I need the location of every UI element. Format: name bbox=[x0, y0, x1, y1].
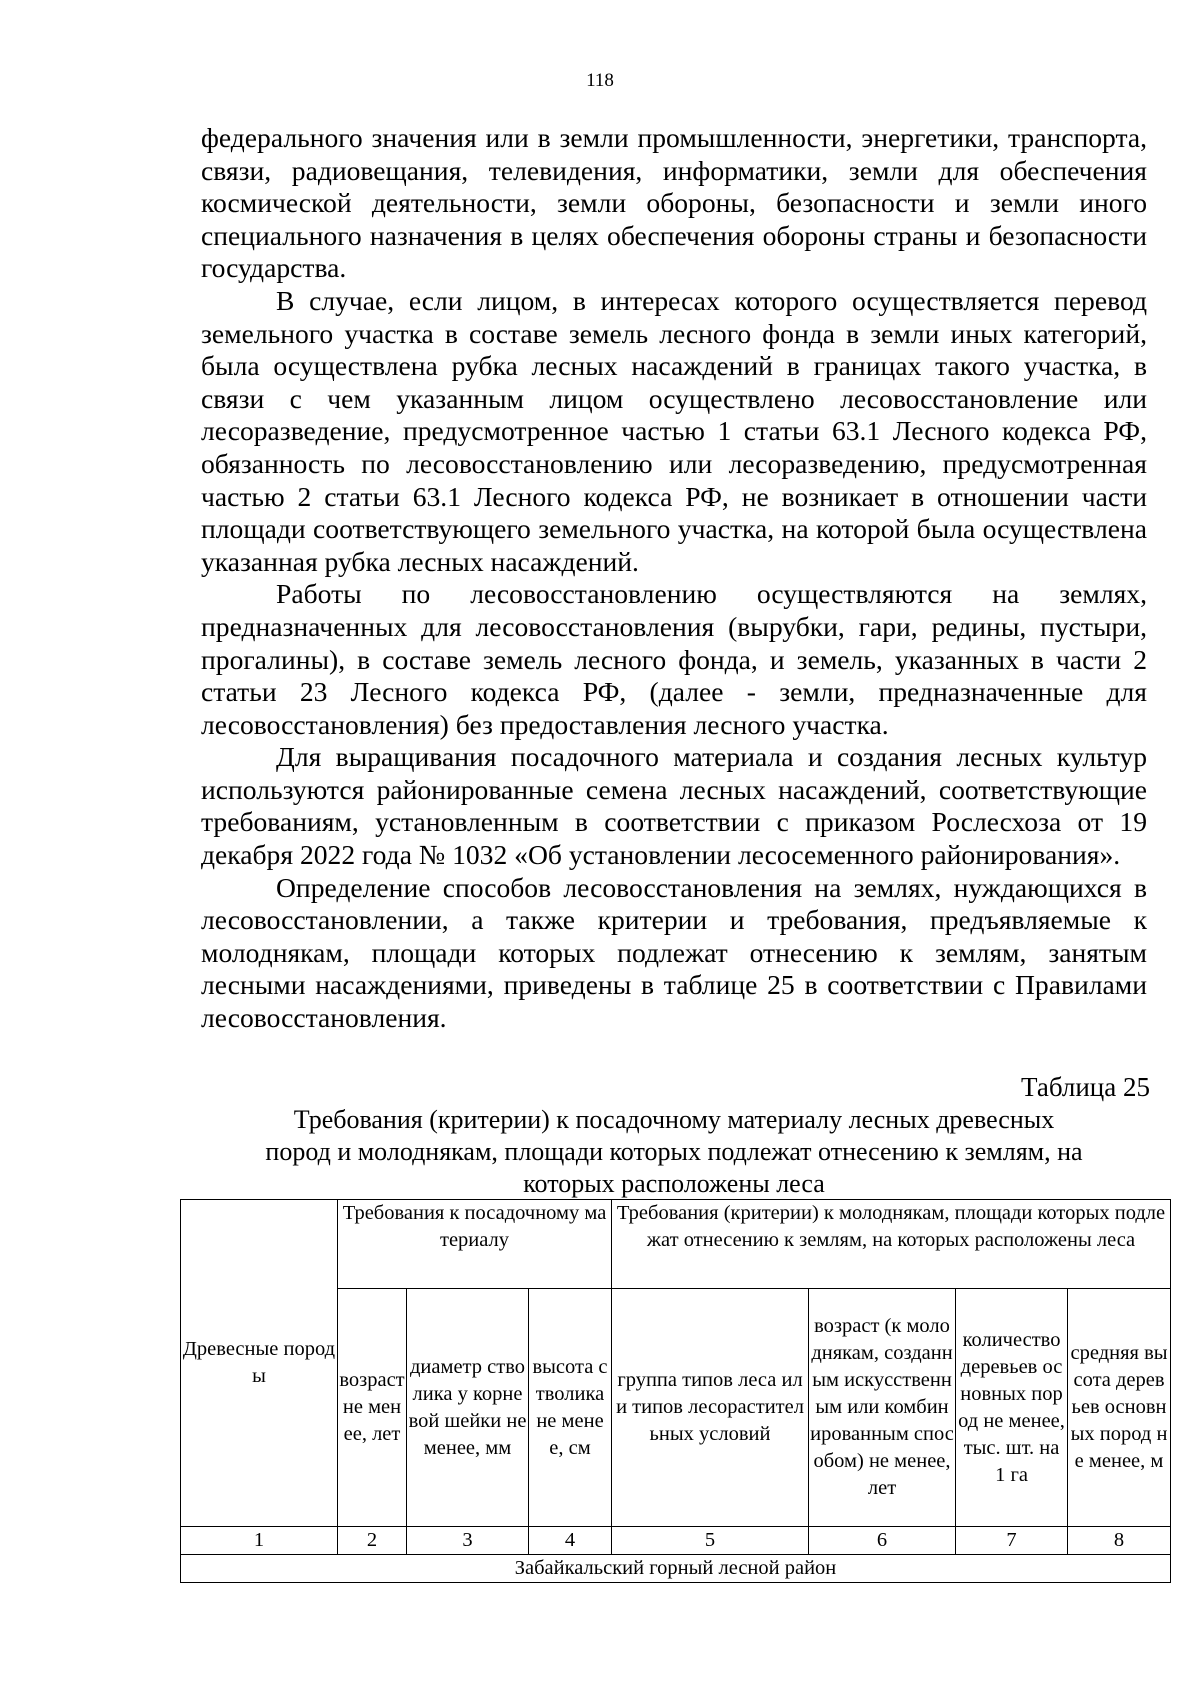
paragraph-seed-zoning: Для выращивания посадочного материала и создания лесных культур используются районированные семена лесных насаждений, соответствующие требованиям, установленным в соответствии с приказом Рослесхоза от 19 декабря 2022 года № 1032 «Об установлении лесосеменного районирования». bbox=[201, 741, 1147, 871]
column-number: 2 bbox=[338, 1527, 407, 1555]
table-title-line: пород и молоднякам, площади которых подлежат отнесению к землям, на bbox=[265, 1137, 1083, 1166]
table-label: Таблица 25 bbox=[1021, 1072, 1150, 1102]
header-tree-count: количество деревьев основных пород не менее, тыс. шт. на 1 га bbox=[956, 1289, 1068, 1527]
column-number-row bbox=[181, 1527, 1171, 1555]
header-species: Древесные породы bbox=[181, 1200, 338, 1527]
header-young-stand-age: возраст (к молоднякам, созданным искусственным или комбинированным способом) не менее, лет bbox=[809, 1289, 956, 1527]
column-number: 5 bbox=[612, 1527, 809, 1555]
table-title-line: которых расположены леса bbox=[523, 1169, 825, 1198]
header-average-height: средняя высота деревьев основных пород не менее, м bbox=[1068, 1289, 1171, 1527]
column-number: 4 bbox=[529, 1527, 612, 1555]
header-group-young-stands: Требования (критерии) к молоднякам, площади которых подлежат отнесению к землям, на которых расположены леса bbox=[612, 1200, 1171, 1289]
paragraph-methods-reference: Определение способов лесовосстановления на землях, нуждающихся в лесовосстановлении, а также критерии и требования, предъявляемые к молоднякам, площади которых подлежат отнесению к землям, занятым лесными насаждениями, приведены в таблице 25 в соответствии с Правилами лесовосстановления. bbox=[201, 871, 1147, 1034]
requirements-table bbox=[180, 1199, 1171, 1583]
header-row-groups bbox=[181, 1200, 1171, 1289]
header-stem-diameter: диаметр стволика у корневой шейки не менее, мм bbox=[407, 1289, 529, 1527]
section-row-forest-district: Забайкальский горный лесной район bbox=[181, 1555, 1171, 1583]
column-number: 6 bbox=[809, 1527, 956, 1555]
column-number: 8 bbox=[1068, 1527, 1171, 1555]
table-title bbox=[201, 1104, 1147, 1200]
header-stem-height: высота стволика не менее, см bbox=[529, 1289, 612, 1527]
body-text bbox=[201, 122, 1147, 1035]
section-row bbox=[181, 1555, 1171, 1583]
paragraph-felling-obligation: В случае, если лицом, в интересах которого осуществляется перевод земельного участка в составе земель лесного фонда в земли иных категорий, была осуществлена рубка лесных насаждений в границах такого участка, в связи с чем указанным лицом осуществлено лесовосстановление или лесоразведение, предусмотренное частью 1 статьи 63.1 Лесного кодекса РФ, обязанность по лесовосстановлению или лесоразведению, предусмотренная частью 2 статьи 63.1 Лесного кодекса РФ, не возникает в отношении части площади соответствующего земельного участка, на которой была осуществлена указанная рубка лесных насаждений. bbox=[201, 284, 1147, 577]
header-seedling-age: возраст не менее, лет bbox=[338, 1289, 407, 1527]
table-title-line: Требования (критерии) к посадочному материалу лесных древесных bbox=[293, 1105, 1055, 1134]
column-number: 1 bbox=[181, 1527, 338, 1555]
page-number: 118 bbox=[586, 70, 614, 91]
paragraph-reforestation-works: Работы по лесовосстановлению осуществляются на землях, предназначенных для лесовосстановления (вырубки, гари, редины, пустыри, прогалины), в составе земель лесного фонда, и земель, указанных в части 2 статьи 23 Лесного кодекса РФ, (далее - земли, предназначенные для лесовосстановления) без предоставления лесного участка. bbox=[201, 578, 1147, 740]
paragraph-continuation: федерального значения или в земли промышленности, энергетики, транспорта, связи, радиовещания, телевидения, информатики, земли для обеспечения космической деятельности, земли обороны, безопасности и земли иного специального назначения в целях обеспечения обороны страны и безопасности государства. bbox=[201, 122, 1147, 284]
column-number: 7 bbox=[956, 1527, 1068, 1555]
header-forest-type-group: группа типов леса или типов лесорастительных условий bbox=[612, 1289, 809, 1527]
header-group-planting-material: Требования к посадочному материалу bbox=[338, 1200, 612, 1289]
column-number: 3 bbox=[407, 1527, 529, 1555]
